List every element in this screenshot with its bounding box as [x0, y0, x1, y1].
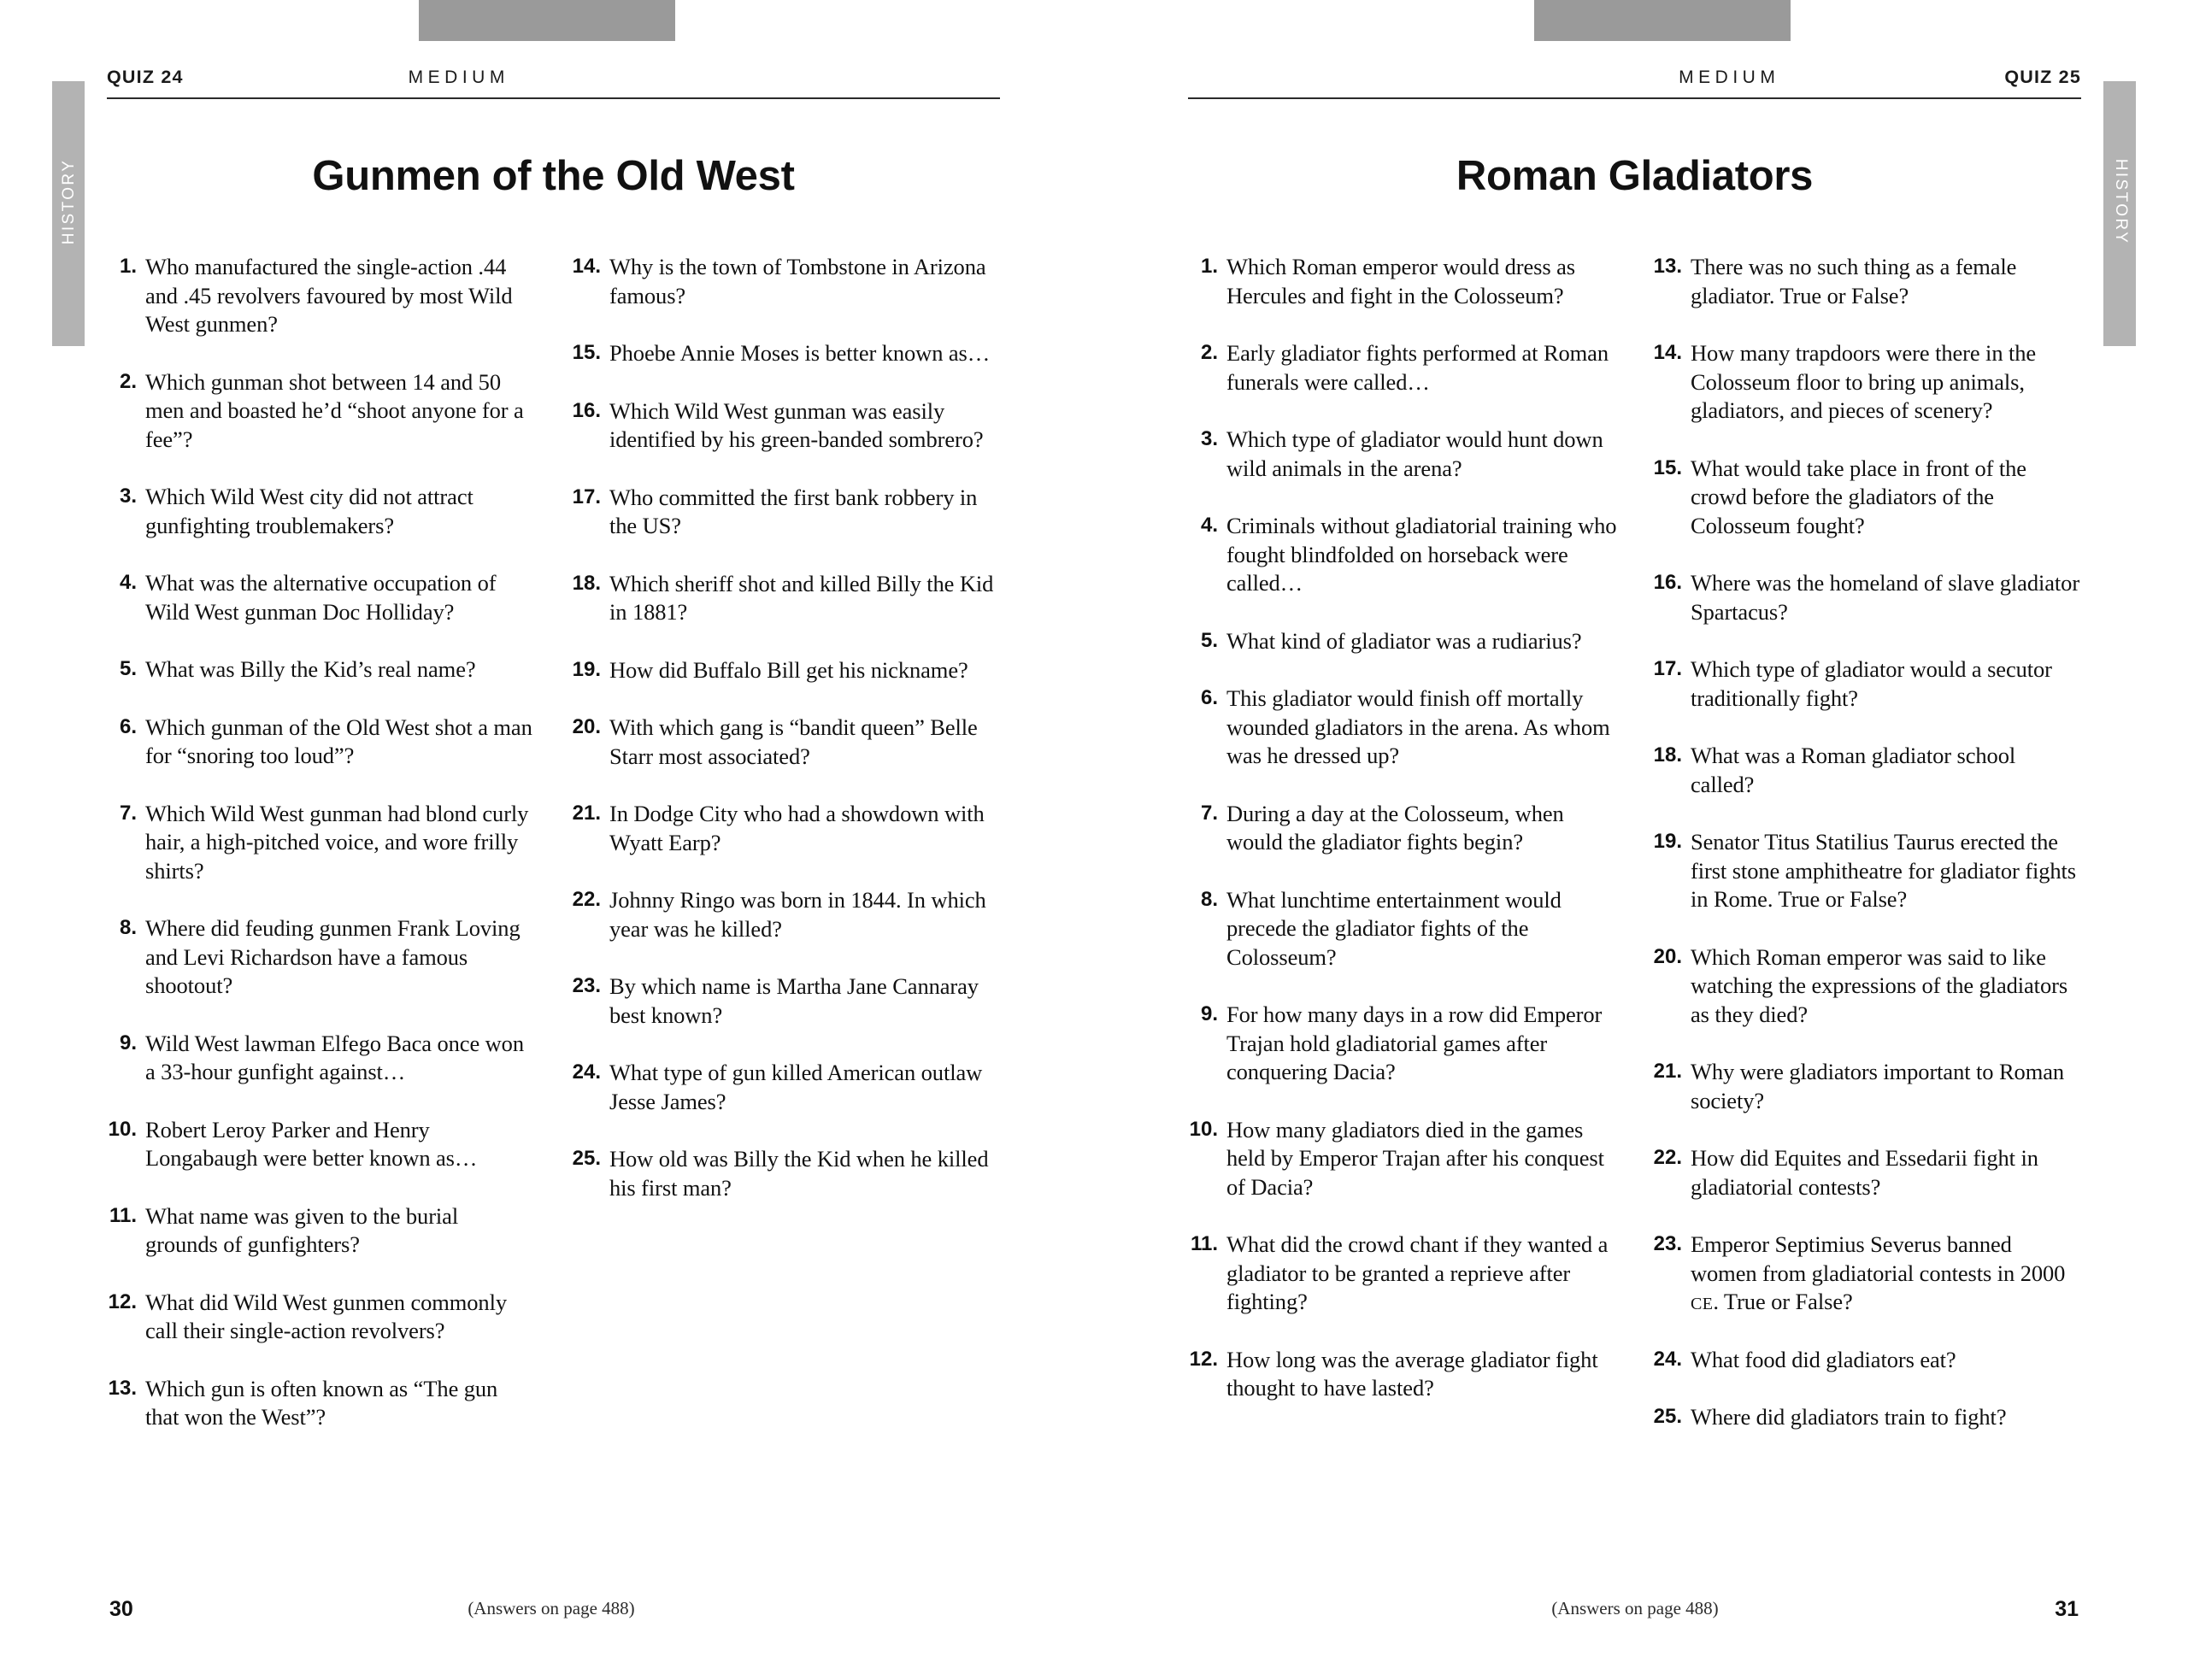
- list-item: [571, 253, 1000, 310]
- list-item: [1652, 1403, 2081, 1432]
- question-text: Why is the town of Tombstone in Arizona famous?: [609, 254, 986, 308]
- question-text: Johnny Ringo was born in 1844. In which year was he killed?: [609, 887, 986, 942]
- page-number-left: 30: [109, 1597, 133, 1621]
- question-number: 25.: [572, 1147, 601, 1171]
- question-number: 5.: [119, 657, 137, 681]
- list-item: [107, 253, 536, 339]
- question-text: How old was Billy the Kid when he killed his first man?: [609, 1146, 989, 1201]
- list-item: [571, 1059, 1000, 1116]
- list-item: [107, 1202, 536, 1260]
- page-title-left: Gunmen of the Old West: [312, 153, 795, 199]
- question-number: 12.: [108, 1289, 137, 1313]
- question-number: 24.: [572, 1060, 601, 1084]
- question-number: 16.: [572, 398, 601, 422]
- list-item: [1652, 569, 2081, 626]
- list-item: [1188, 1001, 1617, 1087]
- section-tab-left-label: HISTORY: [60, 158, 78, 245]
- question-number: 12.: [1189, 1347, 1218, 1371]
- page-footer-left: [0, 1593, 1094, 1622]
- question-columns-left: [107, 253, 1000, 1461]
- question-text: What was the alternative occupation of Wild West gunman Doc Holliday?: [145, 570, 497, 625]
- question-number: 16.: [1653, 571, 1682, 595]
- question-columns-right: [1188, 253, 2081, 1461]
- question-text: What would take place in front of the crowd before the gladiators of the Colosseum fought?: [1691, 455, 2026, 538]
- question-number: 21.: [1653, 1060, 1682, 1084]
- question-text: Which type of gladiator would hunt down wild animals in the arena?: [1226, 426, 1603, 481]
- list-item: [107, 569, 536, 626]
- question-number: 4.: [119, 571, 137, 595]
- question-number: 3.: [1200, 427, 1218, 451]
- list-item: [1652, 253, 2081, 310]
- question-number: 4.: [1200, 514, 1218, 537]
- question-number: 8.: [119, 916, 137, 940]
- list-item: [1652, 943, 2081, 1030]
- question-number: 10.: [1189, 1117, 1218, 1141]
- question-number: 20.: [572, 715, 601, 739]
- question-number: 18.: [572, 571, 601, 595]
- list-item: [571, 656, 1000, 685]
- question-text: How did Equites and Essedarii fight in gladiatorial contests?: [1691, 1145, 2038, 1200]
- question-text: Where did feuding gunmen Frank Loving and Levi Richardson have a famous shootout?: [145, 915, 521, 999]
- answers-reference-left: (Answers on page 488): [468, 1598, 635, 1618]
- list-item: [107, 368, 536, 455]
- list-item: [571, 1145, 1000, 1202]
- question-text: Which type of gladiator would a secutor traditionally fight?: [1691, 656, 2052, 711]
- question-number: 18.: [1653, 743, 1682, 767]
- question-number: 13.: [108, 1376, 137, 1400]
- question-text: What food did gladiators eat?: [1691, 1346, 1956, 1372]
- question-column-left-2: [571, 253, 1000, 1461]
- running-head-left: [107, 67, 1000, 99]
- list-item: [571, 570, 1000, 627]
- question-text: This gladiator would finish off mortally wounded gladiators in the arena. As whom was he dressed up?: [1226, 685, 1610, 769]
- question-text: Which sheriff shot and killed Billy the Kid in 1881?: [609, 570, 994, 626]
- list-item: [107, 914, 536, 1001]
- question-text: What did Wild West gunmen commonly call their single-action revolvers?: [145, 1289, 507, 1344]
- question-number: 14.: [572, 255, 601, 278]
- question-number: 9.: [1200, 1002, 1218, 1026]
- question-text: Which Roman emperor would dress as Hercules and fight in the Colosseum?: [1226, 254, 1575, 308]
- quiz-number-right: QUIZ 25: [2004, 67, 2081, 87]
- question-number: 19.: [572, 657, 601, 681]
- question-number: 9.: [119, 1031, 137, 1054]
- question-number: 23.: [1653, 1232, 1682, 1256]
- question-text: Which gunman of the Old West shot a man for “snoring too loud”?: [145, 714, 532, 769]
- list-item: [107, 1116, 536, 1173]
- question-text: Which Roman emperor was said to like watching the expressions of the gladiators as they died?: [1691, 943, 2068, 1027]
- question-number: 11.: [1190, 1232, 1218, 1256]
- list-item: [1652, 1346, 2081, 1375]
- list-item: [1188, 684, 1617, 771]
- page-title-right: Roman Gladiators: [1456, 153, 1814, 199]
- question-number: 2.: [1200, 341, 1218, 365]
- question-text: Emperor Septimius Severus banned women from gladiatorial contests in 2000 CE. True or False?: [1691, 1231, 2066, 1315]
- question-text: What did the crowd chant if they wanted a gladiator to be granted a reprieve after fighting?: [1226, 1231, 1609, 1315]
- list-item: [107, 1289, 536, 1346]
- question-text: For how many days in a row did Emperor Trajan hold gladiatorial games after conquering Dacia?: [1226, 1002, 1603, 1085]
- question-number: 22.: [572, 888, 601, 912]
- question-column-left-1: [107, 253, 536, 1461]
- question-number: 5.: [1200, 628, 1218, 652]
- list-item: [1188, 1346, 1617, 1403]
- list-item: [571, 800, 1000, 857]
- question-text: Which Wild West gunman had blond curly hair, a high-pitched voice, and wore frilly shirts?: [145, 800, 529, 884]
- list-item: [1188, 339, 1617, 397]
- question-text: There was no such thing as a female gladiator. True or False?: [1691, 254, 2017, 308]
- running-head-right: [1188, 67, 2081, 99]
- question-number: 19.: [1653, 830, 1682, 854]
- question-number: 20.: [1653, 944, 1682, 968]
- page-right: [1094, 0, 2188, 1680]
- list-item: [1652, 742, 2081, 799]
- question-text: Senator Titus Statilius Taurus erected the first stone amphitheatre for gladiator fights in Rome. True or False?: [1691, 829, 2077, 913]
- question-number: 8.: [1200, 887, 1218, 911]
- question-number: 21.: [572, 802, 601, 825]
- question-text: Who manufactured the single-action .44 and .45 revolvers favoured by most Wild West gunmen?: [145, 254, 513, 338]
- question-text: Which Wild West city did not attract gunfighting troublemakers?: [145, 484, 473, 538]
- question-number: 2.: [119, 369, 137, 393]
- question-text: Which Wild West gunman was easily identified by his green-banded sombrero?: [609, 397, 984, 453]
- list-item: [107, 1375, 536, 1432]
- list-item: [107, 655, 536, 684]
- question-text: Which gun is often known as “The gun that won the West”?: [145, 1375, 498, 1430]
- question-number: 15.: [572, 341, 601, 365]
- list-item: [571, 397, 1000, 455]
- list-item: [571, 972, 1000, 1030]
- list-item: [571, 339, 1000, 368]
- question-text: During a day at the Colosseum, when would the gladiator fights begin?: [1226, 800, 1564, 855]
- difficulty-right: MEDIUM: [1679, 68, 1780, 87]
- list-item: [1652, 655, 2081, 713]
- list-item: [1652, 1144, 2081, 1201]
- list-item: [1652, 1058, 2081, 1115]
- question-number: 6.: [1200, 686, 1218, 710]
- list-item: [1652, 1231, 2081, 1317]
- list-item: [107, 800, 536, 886]
- list-item: [1188, 627, 1617, 656]
- question-number: 24.: [1653, 1347, 1682, 1371]
- list-item: [1188, 253, 1617, 310]
- question-text: What name was given to the burial grounds of gunfighters?: [145, 1202, 459, 1258]
- question-text: How many gladiators died in the games held by Emperor Trajan after his conquest of Dacia?: [1226, 1116, 1604, 1200]
- list-item: [1188, 800, 1617, 857]
- page-number-right: 31: [2055, 1597, 2079, 1621]
- question-text: What lunchtime entertainment would precede the gladiator fights of the Colosseum?: [1226, 886, 1562, 970]
- list-item: [1188, 1231, 1617, 1317]
- question-text: Who committed the first bank robbery in the US?: [609, 484, 978, 539]
- difficulty-left: MEDIUM: [408, 68, 509, 87]
- question-number: 11.: [109, 1203, 137, 1227]
- list-item: [107, 1030, 536, 1087]
- answers-reference-right: (Answers on page 488): [1551, 1598, 1719, 1618]
- question-text: Where did gladiators train to fight?: [1691, 1404, 2007, 1430]
- list-item: [107, 714, 536, 771]
- question-number: 23.: [572, 974, 601, 998]
- question-text: What type of gun killed American outlaw Jesse James?: [609, 1060, 983, 1114]
- list-item: [1652, 828, 2081, 914]
- list-item: [1188, 1116, 1617, 1202]
- question-text: Where was the homeland of slave gladiator Spartacus?: [1691, 570, 2080, 625]
- question-number: 7.: [1200, 801, 1218, 825]
- question-number: 17.: [1653, 657, 1682, 681]
- question-number: 22.: [1653, 1146, 1682, 1170]
- question-text: Which gunman shot between 14 and 50 men and boasted he’d “shoot anyone for a fee”?: [145, 368, 524, 452]
- question-text: What kind of gladiator was a rudiarius?: [1226, 627, 1582, 654]
- list-item: [1188, 426, 1617, 483]
- question-number: 6.: [119, 714, 137, 738]
- question-number: 1.: [1200, 255, 1218, 278]
- question-text: Wild West lawman Elfego Baca once won a 33-hour gunfight against…: [145, 1030, 524, 1085]
- list-item: [1652, 455, 2081, 541]
- question-text: What was Billy the Kid’s real name?: [145, 656, 476, 683]
- question-number: 10.: [108, 1117, 137, 1141]
- section-tab-right-label: HISTORY: [2112, 158, 2130, 245]
- list-item: [1188, 886, 1617, 972]
- question-number: 7.: [119, 801, 137, 825]
- question-number: 15.: [1653, 455, 1682, 479]
- question-number: 14.: [1653, 341, 1682, 365]
- question-text: Criminals without gladiatorial training who fought blindfolded on horseback were called…: [1226, 513, 1617, 596]
- question-text: What was a Roman gladiator school called?: [1691, 743, 2016, 797]
- question-number: 1.: [119, 255, 137, 278]
- question-number: 13.: [1653, 255, 1682, 278]
- question-text: How did Buffalo Bill get his nickname?: [609, 656, 968, 683]
- list-item: [1652, 339, 2081, 426]
- list-item: [571, 886, 1000, 943]
- question-number: 3.: [119, 485, 137, 508]
- question-number: 25.: [1653, 1405, 1682, 1429]
- question-column-right-2: [1652, 253, 2081, 1461]
- question-text: Why were gladiators important to Roman society?: [1691, 1059, 2065, 1113]
- question-text: By which name is Martha Jane Cannaray best known?: [609, 973, 979, 1028]
- list-item: [571, 484, 1000, 541]
- list-item: [571, 714, 1000, 771]
- page-footer-right: [1094, 1593, 2188, 1622]
- question-text: With which gang is “bandit queen” Belle Starr most associated?: [609, 714, 978, 769]
- list-item: [1188, 512, 1617, 598]
- question-text: How many trapdoors were there in the Colosseum floor to bring up animals, gladiators, and pieces of scenery?: [1691, 340, 2037, 424]
- question-text: Phoebe Annie Moses is better known as…: [609, 340, 991, 367]
- question-text: How long was the average gladiator fight thought to have lasted?: [1226, 1346, 1598, 1401]
- question-text: Early gladiator fights performed at Roman funerals were called…: [1226, 340, 1609, 395]
- question-column-right-1: [1188, 253, 1617, 1461]
- quiz-number-left: QUIZ 24: [107, 67, 184, 87]
- list-item: [107, 483, 536, 540]
- question-text: Robert Leroy Parker and Henry Longabaugh were better known as…: [145, 1116, 478, 1172]
- question-number: 17.: [572, 485, 601, 508]
- question-text: In Dodge City who had a showdown with Wyatt Earp?: [609, 801, 985, 855]
